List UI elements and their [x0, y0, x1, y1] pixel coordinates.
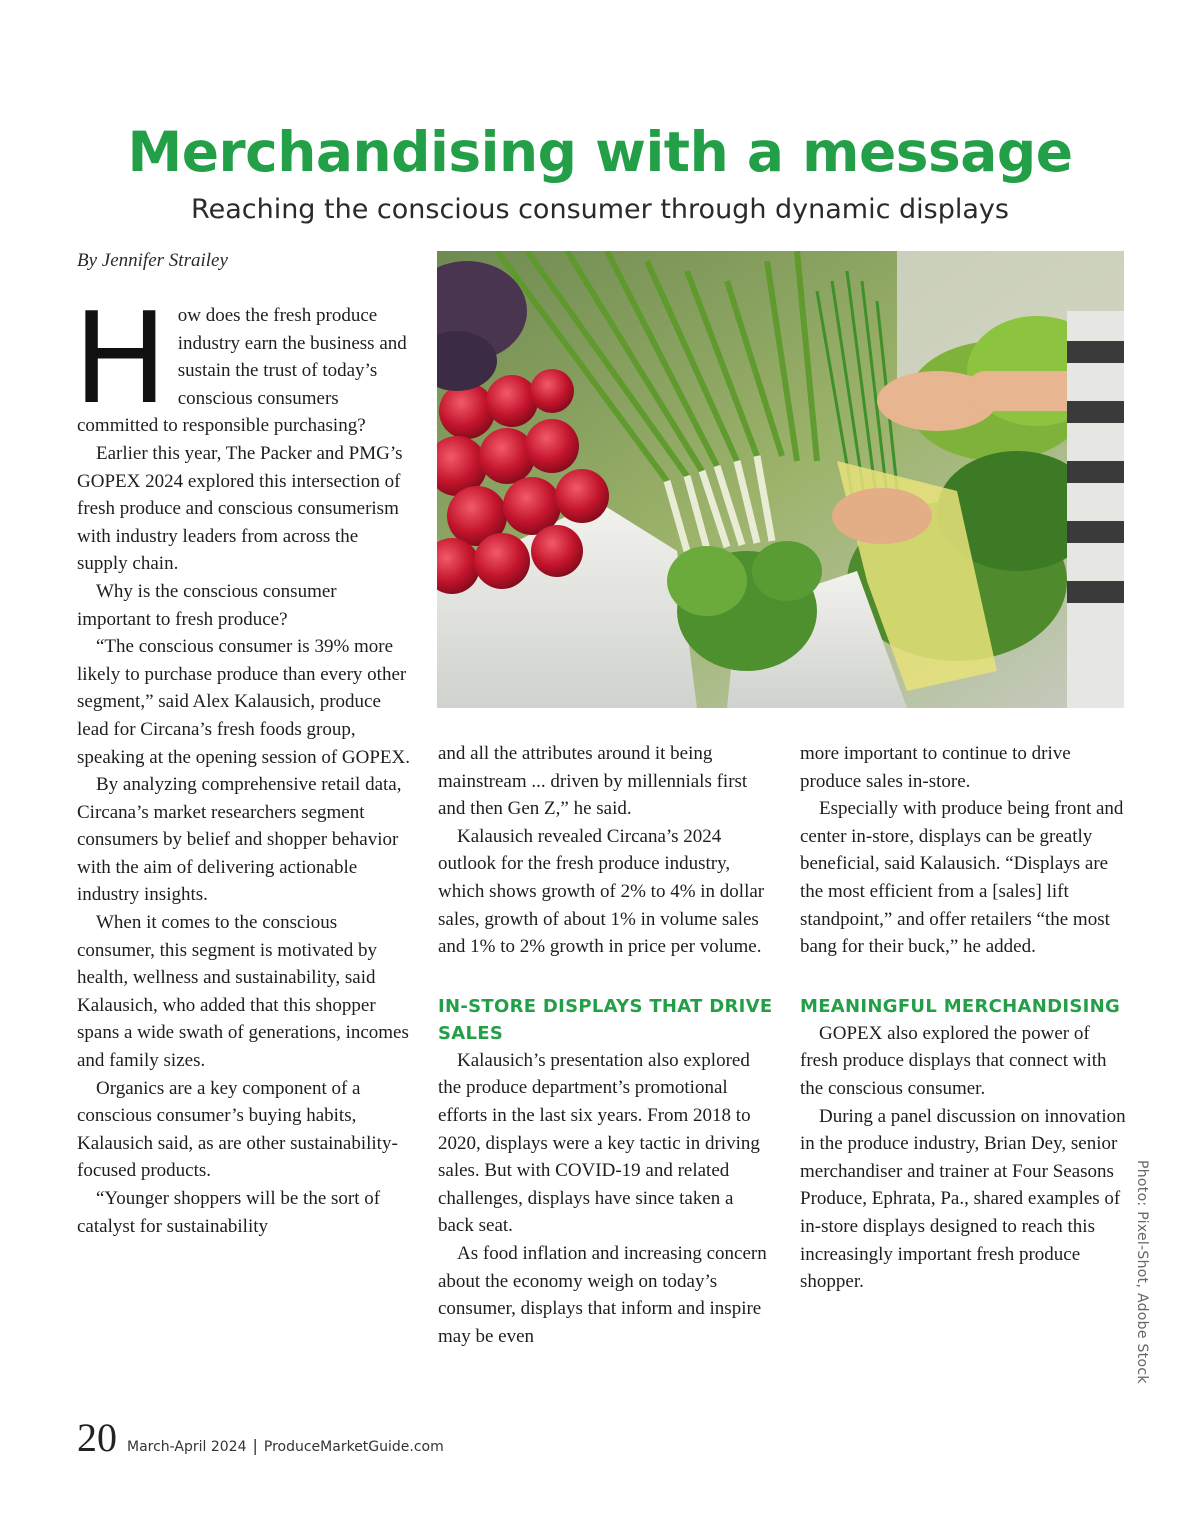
- paragraph-continued: more important to continue to drive produce sales in-store.: [800, 743, 1071, 792]
- article-title: Merchandising with a message: [127, 120, 1073, 184]
- article-column-3: [800, 740, 1130, 1296]
- article-column-1: [73, 285, 412, 1240]
- produce-market-photo: [437, 251, 1124, 708]
- section-heading: IN-STORE DISPLAYS THAT DRIVE SALES: [438, 995, 773, 1044]
- byline: By Jennifer Strailey: [77, 250, 228, 271]
- lead-paragraph: [73, 285, 412, 440]
- paragraph: Kalausich’s presentation also explored the produce department’s promotional efforts in the last six years. From 2018 to 2020, displays were a key tactic in driving sales. But with COVID-19 and related challenges, displays have since taken a back seat.: [438, 1049, 760, 1237]
- paragraph: Why is the conscious consumer important to fresh produce?: [77, 580, 337, 630]
- paragraph: By analyzing comprehensive retail data, Circana’s market researchers segment consumers by belief and shopper behavior with the aim of delivering actionable industry insights.: [77, 774, 402, 906]
- paragraph-continued: and all the attributes around it being mainstream ... driven by millennials first and then Gen Z,” he said.: [438, 743, 748, 820]
- paragraph: “The conscious consumer is 39% more likely to purchase produce than every other segment,” said Alex Kalausich, produce lead for Circana’s fresh foods group, speaking at the opening session of GOPEX.: [77, 636, 410, 768]
- footer-separator: |: [252, 1436, 258, 1455]
- lead-text: ow does the fresh produce industry earn the business and sustain the trust of today’s conscious consumers committed to responsible purchasing?: [77, 305, 407, 437]
- paragraph: Kalausich revealed Circana’s 2024 outlook for the fresh produce industry, which shows growth of 2% to 4% in dollar sales, growth of about 1% in volume sales and 1% to 2% growth in price per volume.: [438, 825, 765, 958]
- photo-credit: Photo: Pixel-Shot, Adobe Stock: [1134, 1160, 1150, 1384]
- paragraph: GOPEX also explored the power of fresh produce displays that connect with the conscious consumer.: [800, 1022, 1107, 1099]
- paragraph: As food inflation and increasing concern about the economy weigh on today’s consumer, displays that inform and inspire may be even: [438, 1242, 767, 1347]
- section-heading: MEANINGFUL MERCHANDISING: [800, 995, 1121, 1017]
- article-column-2: [438, 740, 773, 1350]
- page-footer: [77, 1414, 444, 1474]
- site-name: ProduceMarketGuide.com: [263, 1439, 444, 1455]
- page-number: 20: [77, 1415, 117, 1460]
- article-subtitle: Reaching the conscious consumer through dynamic displays: [191, 194, 1009, 225]
- paragraph: Organics are a key component of a conscious consumer’s buying habits, Kalausich said, as are other sustainability-focused products.: [77, 1077, 398, 1182]
- paragraph: “Younger shoppers will be the sort of catalyst for sustainability: [77, 1188, 381, 1237]
- paragraph: Earlier this year, The Packer and PMG’s GOPEX 2024 explored this intersection of fresh produce and conscious consumerism with industry leaders from across the supply chain.: [77, 442, 403, 575]
- paragraph: Especially with produce being front and center in-store, displays can be greatly beneficial, said Kalausich. “Displays are the most efficient from a [sales] lift standpoint,” and offer retailers “the most bang for their buck,” he added.: [800, 798, 1124, 958]
- paragraph: When it comes to the conscious consumer, this segment is motivated by health, wellness and sustainability, said Kalausich, who added that this shopper spans a wide swath of generations, incomes and family sizes.: [77, 912, 409, 1072]
- paragraph: During a panel discussion on innovation in the produce industry, Brian Dey, senior merchandiser and trainer at Four Seasons Produce, Ephrata, Pa., shared examples of in-store displays designed to reach this increasingly important fresh produce shopper.: [800, 1105, 1126, 1293]
- drop-cap: H: [73, 285, 168, 432]
- issue-date: March-April 2024: [127, 1439, 247, 1455]
